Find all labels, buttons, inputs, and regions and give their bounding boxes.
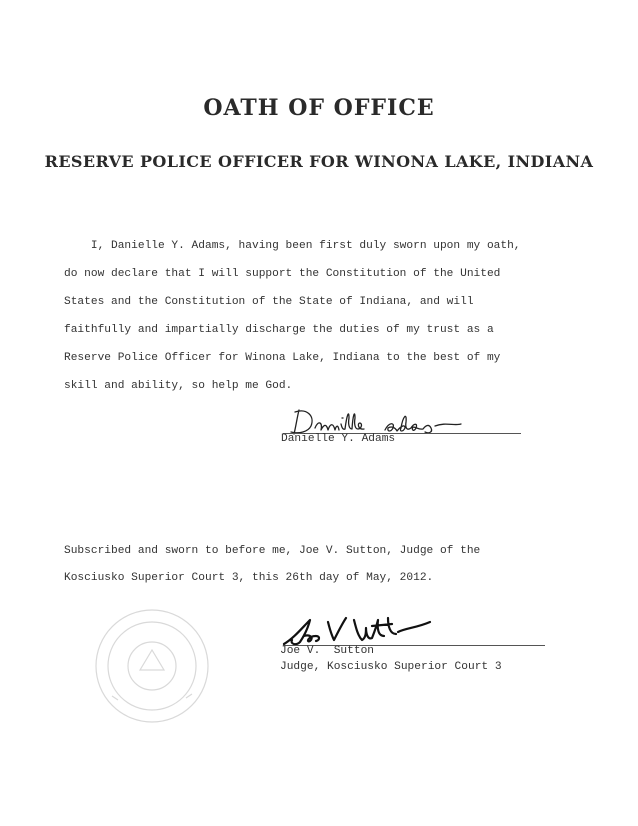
oath-line-2: do now declare that I will support the Constitution of the United xyxy=(64,268,501,280)
subscription-line-2: Kosciusko Superior Court 3, this 26th day of May, 2012. xyxy=(64,572,434,584)
court-seal-watermark xyxy=(92,606,212,726)
subscription-line-1: Subscribed and sworn to before me, Joe V. Sutton, Judge of the xyxy=(64,545,481,557)
oath-line-5: Reserve Police Officer for Winona Lake, Indiana to the best of my xyxy=(64,352,501,364)
officer-printed-name: Danielle Y. Adams xyxy=(281,433,396,445)
oath-line-6: skill and ability, so help me God. xyxy=(64,380,293,392)
document-title: OATH OF OFFICE xyxy=(203,95,435,121)
document-subtitle: RESERVE POLICE OFFICER FOR WINONA LAKE, INDIANA xyxy=(44,152,594,171)
judge-printed-name: Joe V. Sutton xyxy=(280,645,374,657)
oath-line-1: I, Danielle Y. Adams, having been first duly sworn upon my oath, xyxy=(64,240,521,252)
judge-title: Judge, Kosciusko Superior Court 3 xyxy=(280,661,502,673)
oath-line-3: States and the Constitution of the State of Indiana, and will xyxy=(64,296,474,308)
oath-line-4: faithfully and impartially discharge the duties of my trust as a xyxy=(64,324,494,336)
